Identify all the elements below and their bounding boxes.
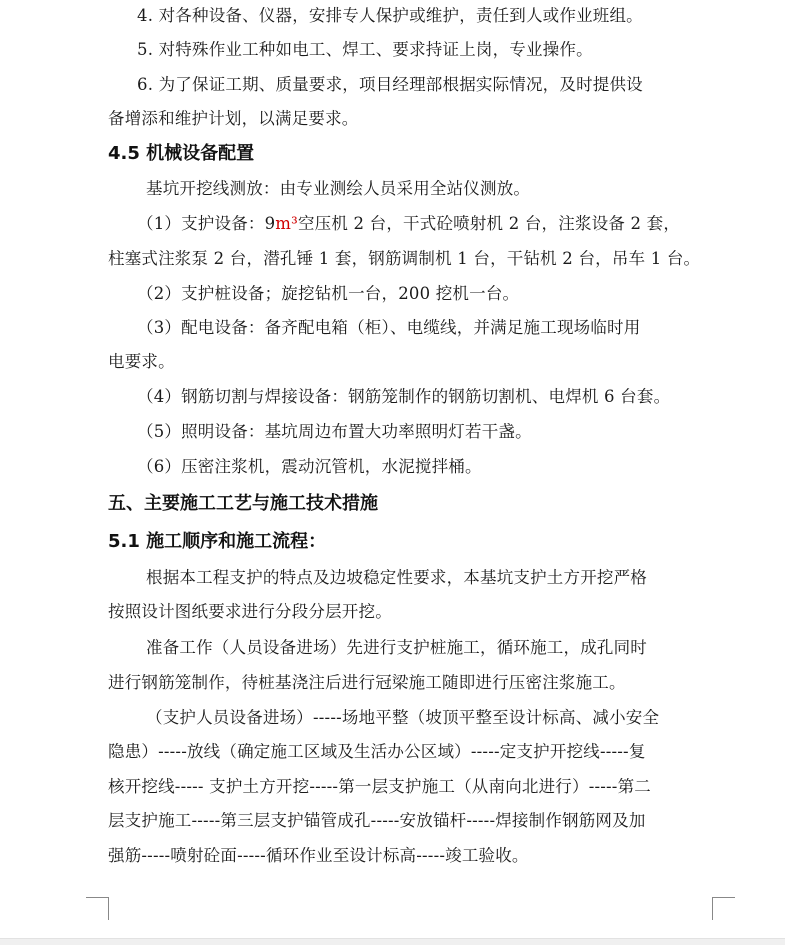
text-line: 4. 对各种设备、仪器，安排专人保护或维护，责任到人或作业班组。	[137, 6, 643, 25]
list-item-3: （3）配电设备：备齐配电箱（柜）、电缆线，并满足施工现场临时用	[137, 318, 641, 337]
text-line: 5. 对特殊作业工种如电工、焊工、要求持证上岗，专业操作。	[137, 40, 593, 59]
page-corner-mark-left	[86, 897, 109, 920]
paragraph-c-line: （支护人员设备进场）-----场地平整（坡顶平整至设计标高、减小安全	[146, 708, 660, 727]
list-item-2: （2）支护桩设备；旋挖钻机一台，200 挖机一台。	[137, 284, 520, 303]
text-line: 备增添和维护计划，以满足要求。	[108, 109, 359, 128]
paragraph-c-line: 隐患）-----放线（确定施工区域及生活办公区域）-----定支护开挖线-----复	[108, 742, 646, 761]
list-item-1-suffix: 空压机 2 台，干式砼喷射机 2 台，注浆设备 2 套，	[297, 214, 681, 233]
paragraph-a-line: 根据本工程支护的特点及边坡稳定性要求，本基坑支护土方开挖严格	[146, 568, 647, 587]
list-item-3-continued: 电要求。	[108, 352, 175, 371]
paragraph-c-line: 强筋-----喷射砼面-----循环作业至设计标高-----竣工验收。	[108, 846, 529, 865]
list-item-1-continued: 柱塞式注浆泵 2 台，潜孔锤 1 套，钢筋调制机 1 台，干钻机 2 台，吊车 1 台。	[108, 249, 701, 268]
page-corner-mark-right	[712, 897, 735, 920]
chapter-heading-5: 五、主要施工工艺与施工技术措施	[108, 493, 378, 514]
list-item-6: （6）压密注浆机，震动沉管机，水泥搅拌桶。	[137, 457, 482, 476]
unit-highlight: m³	[275, 214, 298, 233]
section-heading-5-1: 5.1 施工顺序和施工流程：	[108, 531, 327, 552]
paragraph-b-line: 进行钢筋笼制作，待桩基浇注后进行冠梁施工随即进行压密注浆施工。	[108, 673, 626, 692]
list-item-1	[137, 213, 680, 235]
section-heading-4-5: 4.5 机械设备配置	[108, 143, 255, 164]
list-item-5: （5）照明设备：基坑周边布置大功率照明灯若干盏。	[137, 422, 532, 441]
text-line: 6. 为了保证工期、质量要求，项目经理部根据实际情况，及时提供设	[137, 75, 643, 94]
paragraph-survey: 基坑开挖线测放：由专业测绘人员采用全站仪测放。	[146, 179, 531, 198]
paragraph-a-line: 按照设计图纸要求进行分段分层开挖。	[108, 602, 392, 621]
paragraph-c-line: 核开挖线----- 支护土方开挖-----第一层支护施工（从南向北进行）-----第二	[108, 777, 651, 796]
paragraph-b-line: 准备工作（人员设备进场）先进行支护桩施工，循环施工，成孔同时	[146, 638, 647, 657]
paragraph-c-line: 层支护施工-----第三层支护锚管成孔-----安放锚杆-----焊接制作钢筋网及加	[108, 811, 646, 830]
list-item-1-prefix: （1）支护设备：9	[137, 214, 276, 233]
list-item-4: （4）钢筋切割与焊接设备：钢筋笼制作的钢筋切割机、电焊机 6 台套。	[137, 387, 671, 406]
